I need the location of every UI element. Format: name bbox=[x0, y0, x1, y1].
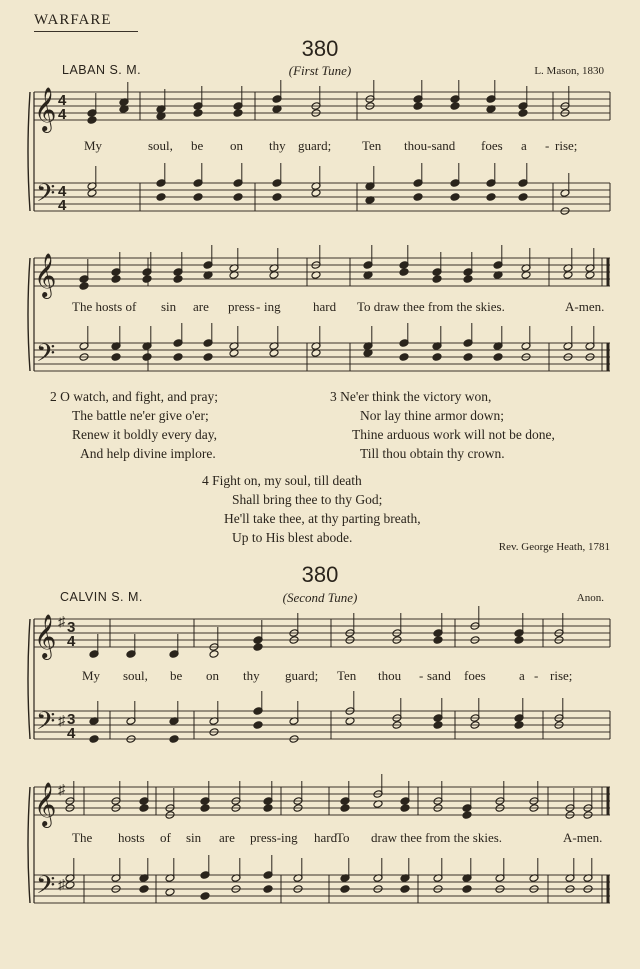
time-signature-bottom: 4 bbox=[58, 106, 67, 123]
lyric-syllable: Ten bbox=[362, 138, 382, 153]
note-head bbox=[87, 116, 97, 125]
hymn2-tune-name: CALVIN S. M. bbox=[60, 590, 143, 604]
hymn1-tune-name: LABAN S. M. bbox=[62, 63, 142, 77]
hymn2-tune-label: (Second Tune) bbox=[282, 590, 358, 605]
note-head bbox=[79, 282, 89, 291]
note-head bbox=[142, 275, 152, 284]
note-head bbox=[463, 353, 473, 362]
note-head bbox=[111, 275, 121, 284]
lyric-syllable: A-men. bbox=[565, 299, 605, 314]
note-head bbox=[433, 636, 443, 645]
brace bbox=[28, 619, 30, 739]
verse-3-line2: Nor lay thine armor down; bbox=[360, 408, 504, 423]
time-signature-top: 4 bbox=[58, 183, 67, 200]
note-head bbox=[263, 804, 273, 813]
lyric-syllable: rise; bbox=[555, 138, 578, 153]
verse-2-line4: And help divine implore. bbox=[80, 446, 216, 461]
note-head bbox=[399, 353, 409, 362]
lyric-syllable: be bbox=[170, 668, 183, 683]
lyric-syllable: - bbox=[419, 668, 424, 683]
note-head bbox=[400, 804, 410, 813]
time-signature-top: 3 bbox=[67, 619, 76, 636]
lyric-syllable: on bbox=[230, 138, 243, 153]
verse-2-line2: The battle ne'er give o'er; bbox=[72, 408, 209, 423]
note-head bbox=[203, 353, 213, 362]
verse-4-line1: 4 Fight on, my soul, till death bbox=[202, 473, 362, 488]
lyric-syllable: guard; bbox=[285, 668, 319, 683]
lyric-syllable: The bbox=[72, 830, 93, 845]
lyric-syllable: - bbox=[534, 668, 539, 683]
lyric-syllable: To draw thee from the skies. bbox=[357, 299, 505, 314]
lyric-syllable: on bbox=[206, 668, 219, 683]
note-head bbox=[253, 721, 263, 730]
lyric-syllable: hard bbox=[313, 299, 337, 314]
lyric-syllable: be bbox=[191, 138, 204, 153]
lyric-syllable: soul, bbox=[123, 668, 148, 683]
note-head bbox=[340, 885, 350, 894]
lyric-syllable: A-men. bbox=[563, 830, 603, 845]
lyric-syllable: of bbox=[160, 830, 171, 845]
note-head bbox=[272, 193, 282, 202]
lyric-syllable: are bbox=[193, 299, 209, 314]
treble-clef: 𝄞 bbox=[34, 87, 57, 131]
note-head bbox=[253, 643, 263, 652]
lyric-syllable: press-ing bbox=[250, 830, 298, 845]
key-signature-sharp: ♯ bbox=[58, 878, 65, 893]
note-head bbox=[486, 193, 496, 202]
lyric-syllable: ing bbox=[264, 299, 281, 314]
treble-clef: 𝄞 bbox=[34, 782, 57, 826]
note-head bbox=[493, 353, 503, 362]
lyric-syllable: soul, bbox=[148, 138, 173, 153]
note-head bbox=[450, 102, 460, 111]
time-signature-top: 4 bbox=[58, 92, 67, 109]
note-head bbox=[432, 275, 442, 284]
hymn1-number: 380 bbox=[301, 36, 339, 61]
bass-clef: 𝄢 bbox=[36, 179, 56, 214]
verse-4-line4: Up to His blest abode. bbox=[232, 530, 353, 545]
lyric-syllable: thy bbox=[243, 668, 260, 683]
lyric-syllable: hard bbox=[314, 830, 338, 845]
verse-3-line3: Thine arduous work will not be done, bbox=[352, 427, 555, 442]
note-head bbox=[514, 636, 524, 645]
time-signature-bottom: 4 bbox=[67, 725, 76, 742]
bass-clef: 𝄢 bbox=[36, 871, 56, 906]
note-head bbox=[200, 892, 210, 901]
note-head bbox=[263, 885, 273, 894]
hymn1-composer: L. Mason, 1830 bbox=[534, 65, 604, 77]
note-head bbox=[514, 721, 524, 730]
lyric-syllable: thou bbox=[378, 668, 402, 683]
note-head bbox=[111, 353, 121, 362]
note-head bbox=[209, 650, 219, 659]
key-signature-sharp: ♯ bbox=[58, 783, 65, 798]
lyric-syllable: - bbox=[256, 299, 261, 314]
lyric-syllable: Ten bbox=[337, 668, 357, 683]
note-head bbox=[450, 193, 460, 202]
note-head bbox=[139, 885, 149, 894]
time-signature-top: 3 bbox=[67, 711, 76, 728]
verse-4 bbox=[202, 471, 421, 547]
note-head bbox=[413, 102, 423, 111]
bass-clef: 𝄢 bbox=[36, 707, 56, 742]
hymn2-composer: Anon. bbox=[576, 592, 604, 604]
lyric-syllable: My bbox=[84, 138, 103, 153]
lyric-syllable: - bbox=[545, 138, 550, 153]
brace bbox=[28, 258, 30, 371]
lyric-syllable: thou-sand bbox=[404, 138, 456, 153]
note-head bbox=[169, 735, 179, 744]
note-head bbox=[462, 885, 472, 894]
note-head bbox=[142, 353, 152, 362]
lyric-syllable: a bbox=[521, 138, 527, 153]
note-head bbox=[413, 193, 423, 202]
brace bbox=[28, 787, 30, 903]
lyric-syllable: sin bbox=[161, 299, 177, 314]
note-head bbox=[399, 268, 409, 277]
lyric-syllable: are bbox=[219, 830, 235, 845]
treble-clef: 𝄞 bbox=[34, 614, 57, 658]
lyric-syllable: thy bbox=[269, 138, 286, 153]
verse-4-line2: Shall bring thee to thy God; bbox=[232, 492, 383, 507]
lyric-syllable: My bbox=[82, 668, 101, 683]
note-head bbox=[233, 193, 243, 202]
note-head bbox=[193, 193, 203, 202]
lyric-syllable: sin bbox=[186, 830, 202, 845]
lyric-syllable: The hosts of bbox=[72, 299, 137, 314]
treble-clef: 𝄞 bbox=[34, 253, 57, 297]
section-header: WARFARE bbox=[34, 12, 112, 28]
note-head bbox=[462, 811, 472, 820]
lyric-syllable: press bbox=[228, 299, 255, 314]
hymn1-author: Rev. George Heath, 1781 bbox=[498, 541, 610, 553]
note-head bbox=[173, 353, 183, 362]
hymn1-tune-label: (First Tune) bbox=[288, 63, 352, 78]
key-signature-sharp: ♯ bbox=[58, 615, 65, 630]
note-head bbox=[340, 804, 350, 813]
section-header-rule bbox=[34, 31, 138, 32]
note-head bbox=[173, 275, 183, 284]
lyric-syllable: To bbox=[336, 830, 350, 845]
verse-3-line4: Till thou obtain thy crown. bbox=[360, 446, 505, 461]
verse-4-line3: He'll take thee, at thy parting breath, bbox=[224, 511, 421, 526]
lyric-syllable: foes bbox=[481, 138, 503, 153]
note-head bbox=[233, 109, 243, 118]
lyric-syllable: a bbox=[519, 668, 525, 683]
time-signature-bottom: 4 bbox=[58, 197, 67, 214]
brace bbox=[28, 92, 30, 211]
note-head bbox=[433, 721, 443, 730]
hymn2-number: 380 bbox=[301, 562, 339, 587]
note-head bbox=[200, 804, 210, 813]
lyric-syllable: guard; bbox=[298, 138, 332, 153]
verse-2-line3: Renew it boldly every day, bbox=[72, 427, 217, 442]
note-head bbox=[193, 109, 203, 118]
note-head bbox=[139, 804, 149, 813]
lyric-syllable: sand bbox=[427, 668, 451, 683]
hymn2-system2-music bbox=[0, 773, 640, 928]
note-head bbox=[156, 193, 166, 202]
note-head bbox=[463, 275, 473, 284]
lyric-syllable: hosts bbox=[118, 830, 145, 845]
verse-3-line1: 3 Ne'er think the victory won, bbox=[330, 389, 492, 404]
note-head bbox=[518, 109, 528, 118]
note-head bbox=[89, 735, 99, 744]
lyric-syllable: draw thee from the skies. bbox=[371, 830, 503, 845]
bass-clef: 𝄢 bbox=[36, 339, 56, 373]
note-head bbox=[432, 353, 442, 362]
key-signature-sharp: ♯ bbox=[58, 714, 65, 729]
verse-2 bbox=[50, 387, 218, 463]
lyric-syllable: foes bbox=[464, 668, 486, 683]
note-head bbox=[518, 193, 528, 202]
lyric-syllable: rise; bbox=[550, 668, 573, 683]
note-head bbox=[400, 885, 410, 894]
verse-2-line1: 2 O watch, and fight, and pray; bbox=[50, 389, 218, 404]
time-signature-bottom: 4 bbox=[67, 633, 76, 650]
verse-3 bbox=[330, 387, 555, 463]
